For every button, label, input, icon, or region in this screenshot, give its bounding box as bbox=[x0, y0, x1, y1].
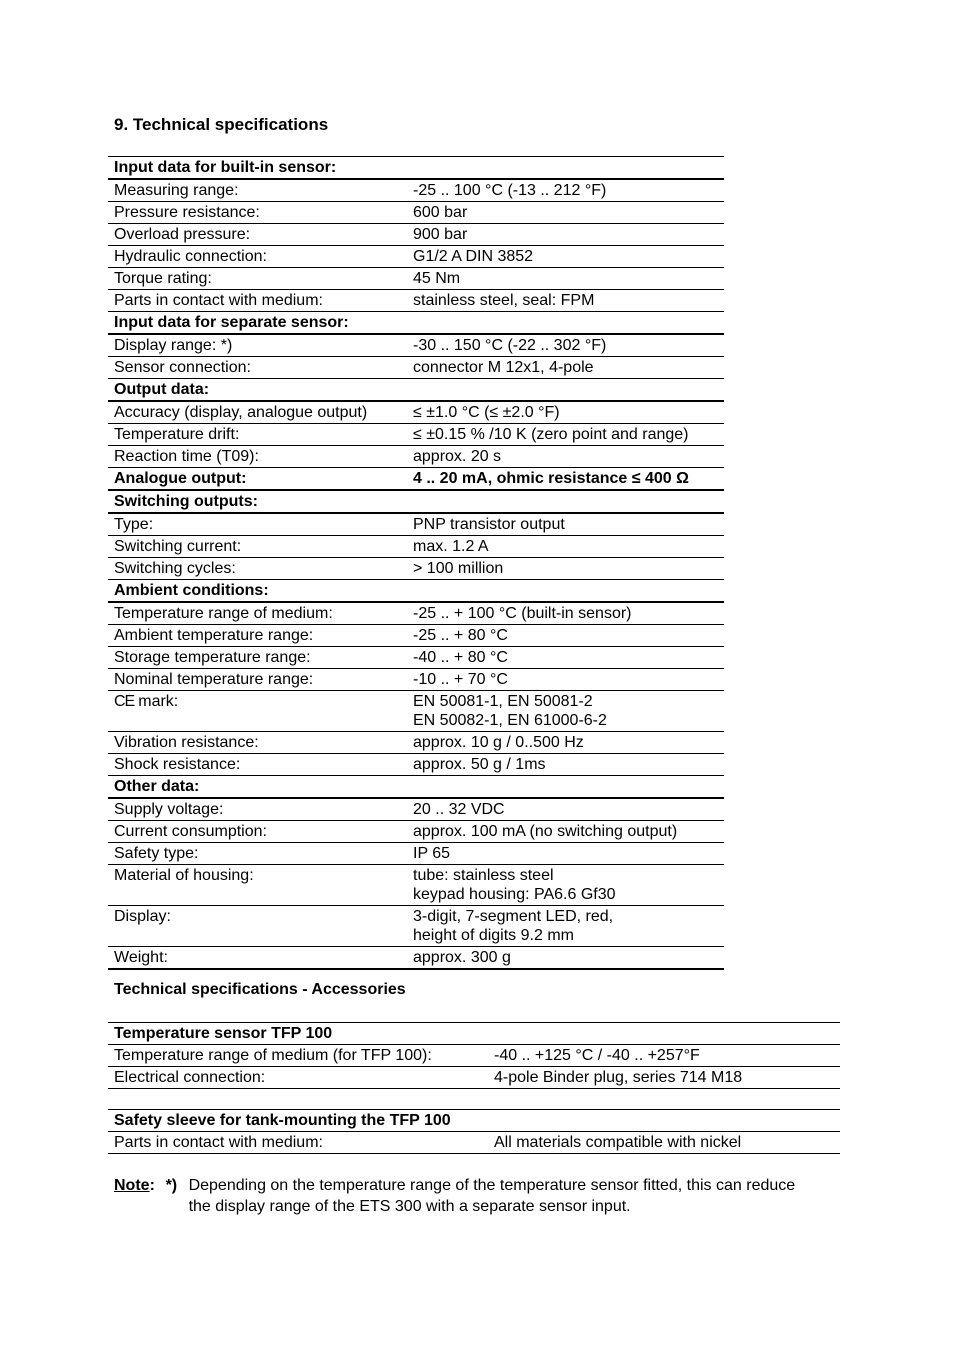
spec-value bbox=[407, 224, 724, 246]
spec-group-row bbox=[108, 312, 724, 335]
spec-row bbox=[108, 334, 724, 357]
spec-group-label: Ambient conditions: bbox=[108, 580, 407, 603]
spec-value-line: 45 Nm bbox=[413, 270, 461, 287]
spec-row bbox=[108, 691, 724, 732]
spec-value-line: stainless steel, seal: FPM bbox=[413, 292, 595, 309]
spec-row bbox=[108, 947, 724, 970]
accessory-value: All materials compatible with nickel bbox=[488, 1132, 840, 1154]
spec-value-line: height of digits 9.2 mm bbox=[413, 927, 574, 944]
spec-value-line: tube: stainless steel bbox=[413, 867, 554, 884]
accessory-value: 4-pole Binder plug, series 714 M18 bbox=[488, 1067, 840, 1089]
spec-value bbox=[407, 602, 724, 625]
spec-value bbox=[407, 246, 724, 268]
spec-label-text: mark: bbox=[138, 693, 179, 710]
spec-label: Sensor connection: bbox=[108, 357, 407, 379]
spec-value-line: 900 bar bbox=[413, 226, 468, 243]
spec-group-row bbox=[108, 379, 724, 402]
spec-label: Nominal temperature range: bbox=[108, 669, 407, 691]
spec-label: Temperature range of medium: bbox=[108, 602, 407, 625]
spec-value-line: -10 .. + 70 °C bbox=[413, 671, 508, 688]
spec-value-line: approx. 300 g bbox=[413, 949, 511, 966]
spec-value-line: 4 .. 20 mA, ohmic resistance ≤ 400 Ω bbox=[413, 470, 689, 487]
spec-value-line: 600 bar bbox=[413, 204, 468, 221]
spec-label: Switching cycles: bbox=[108, 558, 407, 580]
spec-value-line: -25 .. + 100 °C (built-in sensor) bbox=[413, 605, 632, 622]
spec-label: Material of housing: bbox=[108, 865, 407, 906]
spec-group-label: Output data: bbox=[108, 379, 407, 402]
spec-value bbox=[407, 865, 724, 906]
spec-value-line: approx. 50 g / 1ms bbox=[413, 756, 546, 773]
spec-row bbox=[108, 246, 724, 268]
accessories-title: Technical specifications - Accessories bbox=[114, 981, 406, 998]
spec-label: Switching current: bbox=[108, 536, 407, 558]
accessory-table-safety-sleeve bbox=[108, 1109, 840, 1154]
spec-value-line: IP 65 bbox=[413, 845, 451, 862]
spec-label bbox=[108, 691, 407, 732]
spec-value bbox=[407, 821, 724, 843]
spec-label: Vibration resistance: bbox=[108, 732, 407, 754]
accessory-table-header-row bbox=[108, 1023, 840, 1045]
accessory-label: Temperature range of medium (for TFP 100): bbox=[108, 1045, 488, 1067]
spec-group-label: Input data for built-in sensor: bbox=[108, 157, 407, 180]
accessory-table-header: Safety sleeve for tank-mounting the TFP 100 bbox=[108, 1110, 840, 1132]
spec-row bbox=[108, 446, 724, 468]
spec-label: Accuracy (display, analogue output) bbox=[108, 401, 407, 424]
spec-row bbox=[108, 401, 724, 424]
spec-label: Storage temperature range: bbox=[108, 647, 407, 669]
spec-row bbox=[108, 202, 724, 224]
spec-value-line: approx. 10 g / 0..500 Hz bbox=[413, 734, 584, 751]
spec-value-line: connector M 12x1, 4-pole bbox=[413, 359, 594, 376]
spec-value-line: 3-digit, 7-segment LED, red, bbox=[413, 908, 614, 925]
spec-label: Safety type: bbox=[108, 843, 407, 865]
spec-row bbox=[108, 625, 724, 647]
spec-value bbox=[407, 157, 724, 180]
spec-value bbox=[407, 625, 724, 647]
spec-value bbox=[407, 732, 724, 754]
spec-value bbox=[407, 357, 724, 379]
accessory-row bbox=[108, 1067, 840, 1089]
spec-row bbox=[108, 754, 724, 776]
spec-group-row bbox=[108, 157, 724, 180]
spec-table bbox=[108, 156, 724, 970]
spec-label: Measuring range: bbox=[108, 179, 407, 202]
spec-value bbox=[407, 490, 724, 513]
spec-row bbox=[108, 647, 724, 669]
spec-row bbox=[108, 179, 724, 202]
spec-row bbox=[108, 669, 724, 691]
spec-value bbox=[407, 647, 724, 669]
note-text: Depending on the temperature range of the temperature sensor fitted, this can reduce the display range of the ETS 300 with a separate sensor input. bbox=[188, 1177, 796, 1215]
spec-value-line: -25 .. + 80 °C bbox=[413, 627, 508, 644]
spec-value-line: max. 1.2 A bbox=[413, 538, 489, 555]
spec-row bbox=[108, 357, 724, 379]
spec-row bbox=[108, 424, 724, 446]
accessory-row bbox=[108, 1045, 840, 1067]
accessory-label: Electrical connection: bbox=[108, 1067, 488, 1089]
spec-label: Display: bbox=[108, 906, 407, 947]
spec-value-line: G1/2 A DIN 3852 bbox=[413, 248, 534, 265]
spec-value-line: EN 50081-1, EN 50081-2 bbox=[413, 693, 593, 710]
spec-value bbox=[407, 776, 724, 799]
spec-value bbox=[407, 580, 724, 603]
spec-value-line: -25 .. 100 °C (-13 .. 212 °F) bbox=[413, 182, 607, 199]
spec-value bbox=[407, 424, 724, 446]
spec-row bbox=[108, 865, 724, 906]
spec-row bbox=[108, 843, 724, 865]
spec-value bbox=[407, 446, 724, 468]
spec-value bbox=[407, 947, 724, 970]
spec-group-label: Switching outputs: bbox=[108, 490, 407, 513]
accessory-table-tfp100 bbox=[108, 1022, 840, 1089]
spec-value bbox=[407, 906, 724, 947]
spec-value-line: -30 .. 150 °C (-22 .. 302 °F) bbox=[413, 337, 607, 354]
spec-label: Supply voltage: bbox=[108, 798, 407, 821]
spec-value bbox=[407, 401, 724, 424]
spec-value-line: approx. 100 mA (no switching output) bbox=[413, 823, 678, 840]
accessory-label: Parts in contact with medium: bbox=[108, 1132, 488, 1154]
spec-value bbox=[407, 513, 724, 536]
accessory-table-header-row bbox=[108, 1110, 840, 1132]
spec-row bbox=[108, 906, 724, 947]
spec-label: Type: bbox=[108, 513, 407, 536]
spec-label: Hydraulic connection: bbox=[108, 246, 407, 268]
spec-label: Weight: bbox=[108, 947, 407, 970]
spec-label: Shock resistance: bbox=[108, 754, 407, 776]
accessory-row bbox=[108, 1132, 840, 1154]
spec-row bbox=[108, 224, 724, 246]
spec-value bbox=[407, 202, 724, 224]
spec-row bbox=[108, 558, 724, 580]
spec-value bbox=[407, 843, 724, 865]
spec-row bbox=[108, 821, 724, 843]
spec-row bbox=[108, 602, 724, 625]
spec-value bbox=[407, 379, 724, 402]
spec-value bbox=[407, 468, 724, 491]
spec-value bbox=[407, 268, 724, 290]
spec-value-line: ≤ ±0.15 % /10 K (zero point and range) bbox=[413, 426, 689, 443]
spec-value-line: keypad housing: PA6.6 Gf30 bbox=[413, 886, 616, 903]
spec-label: Display range: *) bbox=[108, 334, 407, 357]
note-marker: *) bbox=[165, 1177, 178, 1194]
spec-value bbox=[407, 536, 724, 558]
spec-value bbox=[407, 798, 724, 821]
spec-row bbox=[108, 513, 724, 536]
footnote bbox=[114, 1175, 834, 1217]
spec-group-label: Input data for separate sensor: bbox=[108, 312, 407, 335]
spec-group-row bbox=[108, 580, 724, 603]
spec-label: Parts in contact with medium: bbox=[108, 290, 407, 312]
spec-value-line: ≤ ±1.0 °C (≤ ±2.0 °F) bbox=[413, 404, 560, 421]
spec-label: Pressure resistance: bbox=[108, 202, 407, 224]
spec-value-line: > 100 million bbox=[413, 560, 504, 577]
spec-row bbox=[108, 268, 724, 290]
spec-value-line: EN 50082-1, EN 61000-6-2 bbox=[413, 712, 607, 729]
spec-value-line: -40 .. + 80 °C bbox=[413, 649, 508, 666]
spec-label: Torque rating: bbox=[108, 268, 407, 290]
spec-value-line: approx. 20 s bbox=[413, 448, 502, 465]
spec-group-row bbox=[108, 776, 724, 799]
spec-value bbox=[407, 290, 724, 312]
spec-row bbox=[108, 798, 724, 821]
spec-value bbox=[407, 558, 724, 580]
note-label: Note bbox=[114, 1177, 150, 1194]
spec-value bbox=[407, 669, 724, 691]
spec-label: Overload pressure: bbox=[108, 224, 407, 246]
section-title: 9. Technical specifications bbox=[114, 115, 329, 134]
spec-row bbox=[108, 290, 724, 312]
spec-label: Current consumption: bbox=[108, 821, 407, 843]
accessory-value: -40 .. +125 °C / -40 .. +257°F bbox=[488, 1045, 840, 1067]
spec-label: Temperature drift: bbox=[108, 424, 407, 446]
spec-value-line: 20 .. 32 VDC bbox=[413, 801, 505, 818]
spec-value bbox=[407, 691, 724, 732]
spec-row bbox=[108, 536, 724, 558]
spec-group-label: Other data: bbox=[108, 776, 407, 799]
spec-value bbox=[407, 312, 724, 335]
spec-label: Reaction time (T09): bbox=[108, 446, 407, 468]
spec-group-row bbox=[108, 468, 724, 491]
spec-label: Ambient temperature range: bbox=[108, 625, 407, 647]
spec-group-label: Analogue output: bbox=[108, 468, 407, 491]
spec-value bbox=[407, 754, 724, 776]
spec-value bbox=[407, 179, 724, 202]
spec-row bbox=[108, 732, 724, 754]
note-colon: : bbox=[149, 1177, 155, 1194]
spec-group-row bbox=[108, 490, 724, 513]
accessory-table-header: Temperature sensor TFP 100 bbox=[108, 1023, 840, 1045]
spec-value-line: PNP transistor output bbox=[413, 516, 565, 533]
ce-mark-icon: CE bbox=[114, 693, 135, 710]
spec-value bbox=[407, 334, 724, 357]
